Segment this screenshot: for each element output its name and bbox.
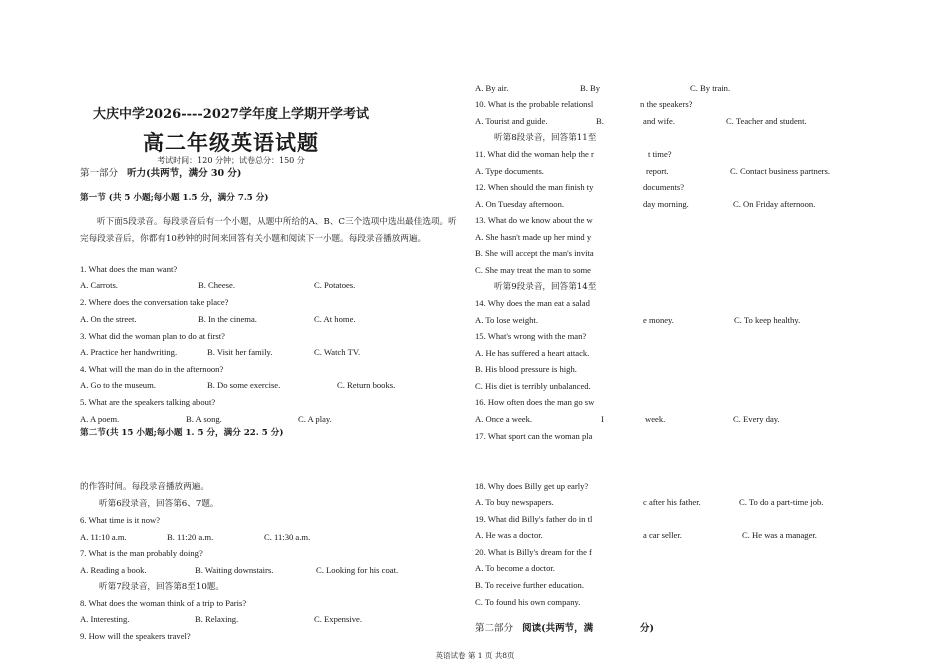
part2-heading <box>475 623 593 634</box>
q1-option-b: B. Cheese. <box>198 280 235 290</box>
question-12: 12. When should the man finish ty <box>475 182 594 192</box>
question-15: 15. What's wrong with the man? <box>475 331 587 341</box>
question-9: 9. How will the speakers travel? <box>80 631 191 641</box>
question-10-tail: n the speakers? <box>640 99 693 109</box>
q5-option-a: A. A poem. <box>80 414 120 424</box>
obscured-instructions <box>80 462 460 476</box>
question-7: 7. What is the man probably doing? <box>80 548 203 558</box>
q5-option-b: B. A song. <box>186 414 222 424</box>
page-footer: 英语试卷 第 1 页 共8页 <box>435 651 515 660</box>
q2-option-c: C. At home. <box>314 314 356 324</box>
q3-option-b: B. Visit her family. <box>207 347 273 357</box>
q15-option-c: C. His diet is terribly unbalanced. <box>475 381 591 391</box>
q6-option-c: C. 11:30 a.m. <box>264 532 311 542</box>
q7-option-a: A. Reading a book. <box>80 565 147 575</box>
q19-option-a: A. He was a doctor. <box>475 530 543 540</box>
q20-option-c: C. To found his own company. <box>475 597 581 607</box>
q15-option-a: A. He has suffered a heart attack. <box>475 348 590 358</box>
question-3: 3. What did the woman plan to do at first? <box>80 331 225 341</box>
question-16: 16. How often does the man go sw <box>475 397 595 407</box>
q5-option-c: C. A play. <box>298 414 332 424</box>
q16-option-c: C. Every day. <box>733 414 780 424</box>
q16-option-b-tail: week. <box>645 414 666 424</box>
q10-option-c: C. Teacher and student. <box>726 116 807 126</box>
question-2: 2. Where does the conversation take place? <box>80 297 229 307</box>
q6-option-a: A. 11:10 a.m. <box>80 532 127 542</box>
part1-heading-number: 第一部分 <box>80 168 119 179</box>
q7-option-c: C. Looking for his coat. <box>316 565 399 575</box>
q9-option-c: C. By train. <box>690 83 731 93</box>
question-20: 20. What is Billy's dream for the f <box>475 547 592 557</box>
listen-prompt-9: 听第9段录音，回答第14至 <box>494 282 597 292</box>
q1-option-a: A. Carrots. <box>80 280 118 290</box>
q7-option-b: B. Waiting downstairs. <box>195 565 274 575</box>
question-4: 4. What will the man do in the afternoon? <box>80 364 224 374</box>
q3-option-a: A. Practice her handwriting. <box>80 347 178 357</box>
q11-option-b-tail: report. <box>646 166 669 176</box>
listen-prompt-6: 听第6段录音，回答第6、7题。 <box>99 499 219 509</box>
part2-heading-text: 阅读(共两节，满 <box>522 623 594 634</box>
part1-heading-text: 听力(共两节，满分 30 分) <box>127 168 242 179</box>
section2-heading: 第二节(共 15 小题;每小题 1. 5 分，满分 22. 5 分) <box>80 428 284 438</box>
q8-option-c: C. Expensive. <box>314 614 362 624</box>
q20-option-a: A. To become a doctor. <box>475 563 555 573</box>
q14-option-b-tail: e money. <box>643 315 674 325</box>
q19-option-b-tail: a car seller. <box>643 530 682 540</box>
question-17: 17. What sport can the woman pla <box>475 431 593 441</box>
q18-option-c: C. To do a part-time job. <box>739 497 824 507</box>
school-exam-title: 大庆中学2026----2027学年度上学期开学考试 <box>93 107 369 122</box>
q2-option-a: A. On the street. <box>80 314 137 324</box>
question-11-tail: t time? <box>648 149 672 159</box>
question-5: 5. What are the speakers talking about? <box>80 397 216 407</box>
question-10: 10. What is the probable relationsl <box>475 99 594 109</box>
q11-option-c: C. Contact business partners. <box>730 166 831 176</box>
q4-option-c: C. Return books. <box>337 380 396 390</box>
q16-option-b: I <box>601 414 604 424</box>
q9-option-b: B. By <box>580 83 601 93</box>
q12-option-b-tail: day morning. <box>643 199 689 209</box>
q19-option-c: C. He was a manager. <box>742 530 817 540</box>
question-6: 6. What time is it now? <box>80 515 161 525</box>
question-18: 18. Why does Billy get up early? <box>475 481 589 491</box>
q14-option-a: A. To lose weight. <box>475 315 538 325</box>
q18-option-a: A. To buy newspapers. <box>475 497 554 507</box>
q16-option-a: A. Once a week. <box>475 414 533 424</box>
question-8: 8. What does the woman think of a trip to Paris? <box>80 598 247 608</box>
section1-heading: 第一节 (共 5 小题;每小题 1.5 分，满分 7.5 分) <box>80 193 269 203</box>
exam-subject-title: 高二年级英语试题 <box>143 130 319 155</box>
question-1: 1. What does the man want? <box>80 264 178 274</box>
q13-option-b: B. She will accept the man's invita <box>475 248 594 258</box>
part2-heading-tail: 分) <box>640 623 654 634</box>
q10-option-a: A. Tourist and guide. <box>475 116 548 126</box>
q9-option-a: A. By air. <box>475 83 509 93</box>
q18-option-b-tail: c after his father. <box>643 497 701 507</box>
q20-option-b: B. To receive further education. <box>475 580 585 590</box>
section1-instructions-text: 听下面5段录音。每段录音后有一个小题，从题中所给的A、B、C三个选项中选出最佳选项。听完每段录音后，你都有10秒钟的时间来回答有关小题和阅读下一小题。每段录音播放两遍。 <box>80 217 457 244</box>
q10-option-b-tail: and wife. <box>643 116 675 126</box>
q13-option-a: A. She hasn't made up her mind y <box>475 232 592 242</box>
q2-option-b: B. In the cinema. <box>198 314 257 324</box>
q8-option-b: B. Relaxing. <box>195 614 239 624</box>
listen-prompt-8: 听第8段录音，回答第11至 <box>494 133 597 143</box>
q8-option-a: A. Interesting. <box>80 614 130 624</box>
part2-heading-number: 第二部分 <box>475 623 514 634</box>
q4-option-a: A. Go to the museum. <box>80 380 156 390</box>
q15-option-b: B. His blood pressure is high. <box>475 364 577 374</box>
q4-option-b: B. Do some exercise. <box>207 380 281 390</box>
question-19: 19. What did Billy's father do in tl <box>475 514 593 524</box>
section1-instructions <box>80 214 460 248</box>
section2-instructions-tail: 的作答时间。每段录音播放两遍。 <box>80 482 209 492</box>
q3-option-c: C. Watch TV. <box>314 347 361 357</box>
q12-option-a: A. On Tuesday afternoon. <box>475 199 565 209</box>
q12-option-c: C. On Friday afternoon. <box>733 199 816 209</box>
q1-option-c: C. Potatoes. <box>314 280 356 290</box>
listen-prompt-7: 听第7段录音，回答第8至10题。 <box>99 582 224 592</box>
q14-option-c: C. To keep healthy. <box>734 315 801 325</box>
question-13: 13. What do we know about the w <box>475 215 593 225</box>
exam-meta: 考试时间：120 分钟；试卷总分：150 分 <box>157 156 305 165</box>
question-12-tail: documents? <box>643 182 685 192</box>
question-14: 14. Why does the man eat a salad <box>475 298 590 308</box>
q10-option-b: B. <box>596 116 604 126</box>
part1-heading <box>80 168 241 179</box>
question-11: 11. What did the woman help the r <box>475 149 594 159</box>
q11-option-a: A. Type documents. <box>475 166 544 176</box>
q6-option-b: B. 11:20 a.m. <box>167 532 214 542</box>
q13-option-c: C. She may treat the man to some <box>475 265 591 275</box>
